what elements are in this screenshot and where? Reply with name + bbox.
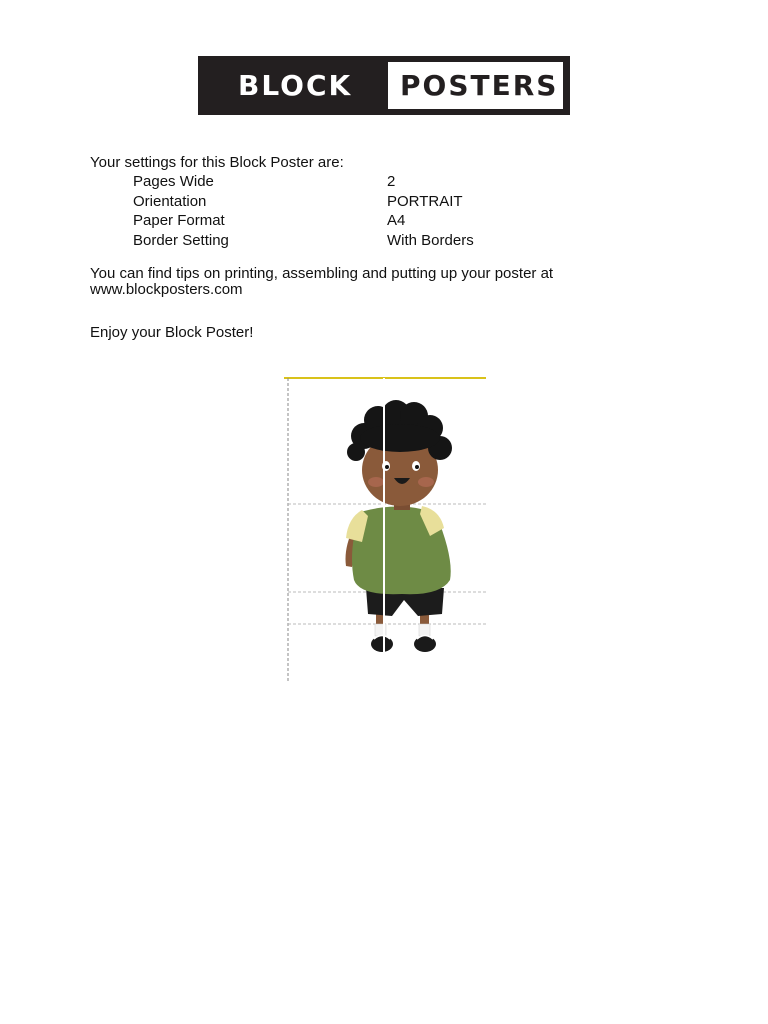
setting-label-pages-wide: Pages Wide [133, 173, 214, 190]
settings-intro: Your settings for this Block Poster are: [90, 154, 344, 171]
setting-value-border-setting: With Borders [387, 232, 474, 249]
setting-label-orientation: Orientation [133, 193, 207, 210]
logo-word-posters: POSTERS [400, 69, 559, 102]
child-shoes [371, 636, 436, 653]
website-url: www.blockposters.com [90, 281, 243, 298]
setting-value-paper-format: A4 [387, 212, 406, 229]
setting-label-border-setting: Border Setting [133, 232, 229, 249]
setting-value-orientation: PORTRAIT [387, 193, 463, 210]
poster-preview-image [284, 374, 488, 684]
child-left-cheek [368, 477, 384, 487]
child-hair [347, 400, 452, 461]
child-right-cheek [418, 477, 434, 487]
tips-text: You can find tips on printing, assembling and putting up your poster at [90, 265, 554, 282]
closing-text: Enjoy your Block Poster! [90, 324, 254, 341]
setting-label-paper-format: Paper Format [133, 212, 225, 229]
logo-posters-box [388, 62, 563, 109]
setting-value-pages-wide: 2 [387, 173, 396, 190]
logo-word-block: BLOCK [238, 69, 353, 102]
block-posters-logo [198, 56, 570, 115]
